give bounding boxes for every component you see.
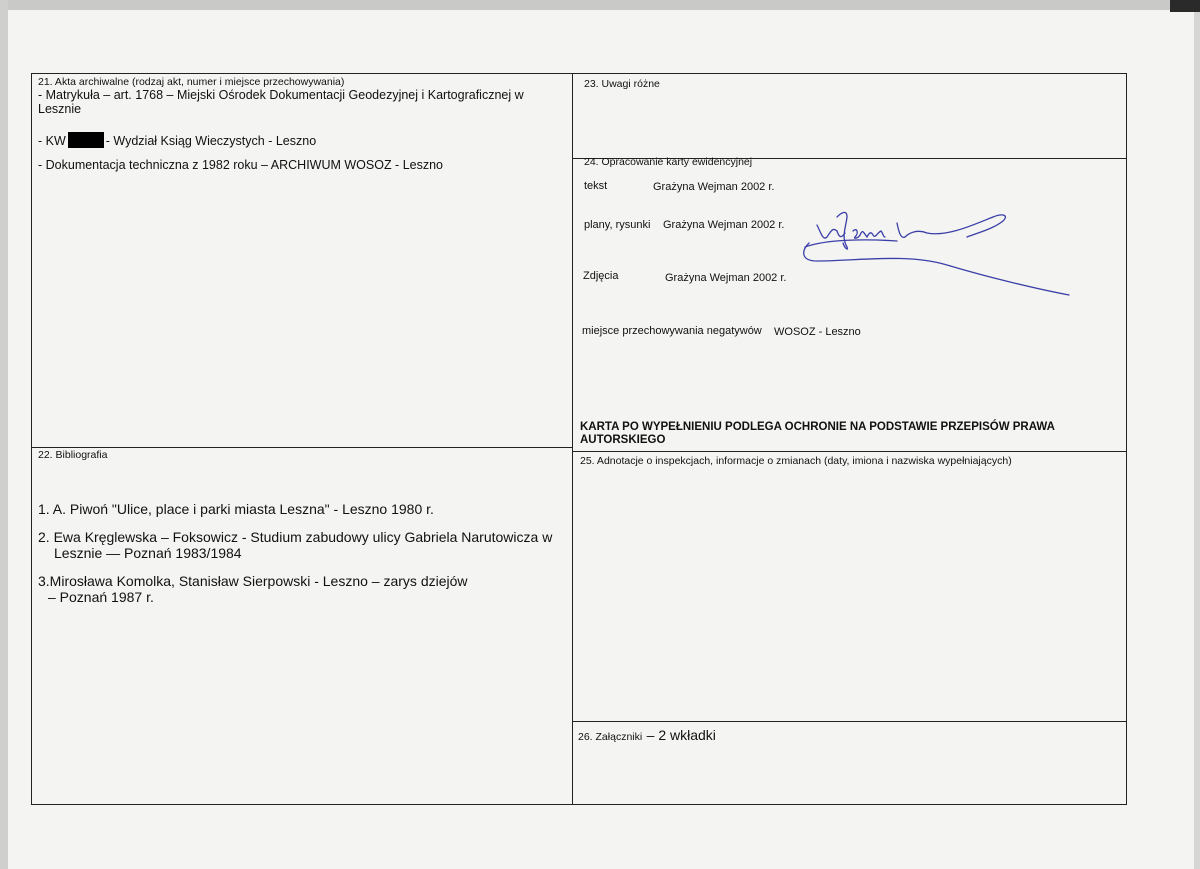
section-23-header: 23. Uwagi różne <box>584 78 660 90</box>
zdjecia-value: Grażyna Wejman 2002 r. <box>665 272 787 284</box>
bibliography-item-1: 1. A. Piwoń "Ulice, place i parki miasta Leszna" - Leszno 1980 r. <box>38 501 434 517</box>
kw-suffix: - Wydział Ksiąg Wieczystych - Leszno <box>105 134 317 148</box>
bibliography-item-2: 2. Ewa Kręglewska – Foksowicz - Studium zabudowy ulicy Gabriela Narutowicza w Lesznie — Poznań 1983/1984 <box>38 529 553 561</box>
redaction-block <box>68 132 104 148</box>
left-horizontal-divider <box>31 447 572 448</box>
section-21-line1: - Matrykuła – art. 1768 – Miejski Ośrodek Dokumentacji Geodezyjnej i Kartograficznej w Lesznie <box>38 88 524 116</box>
plany-label: plany, rysunki <box>584 219 651 231</box>
section-26-header: 26. Załączniki <box>578 731 643 743</box>
section-26 <box>578 727 716 745</box>
scan-top-edge <box>0 0 1200 10</box>
section-21-line3: - Dokumentacja techniczna z 1982 roku – ARCHIWUM WOSOZ - Leszno <box>38 158 444 172</box>
divider-25-26 <box>572 721 1127 722</box>
kw-prefix: - KW <box>38 134 66 148</box>
section-26-value: – 2 wkładki <box>646 727 716 743</box>
scan-corner <box>1170 0 1200 12</box>
section-21-header: 21. Akta archiwalne (rodzaj akt, numer i miejsce przechowywania) <box>38 76 345 88</box>
scan-left-edge <box>0 0 8 869</box>
scan-right-edge <box>1194 0 1200 869</box>
section-22 <box>38 449 568 605</box>
section-21-kw-line <box>38 132 568 148</box>
section-22-header: 22. Bibliografia <box>38 449 108 461</box>
negatywy-value: WOSOZ - Leszno <box>774 326 861 338</box>
section-21 <box>38 76 568 172</box>
vertical-divider <box>572 73 573 805</box>
plany-value: Grażyna Wejman 2002 r. <box>663 219 785 231</box>
tekst-label: tekst <box>584 180 608 192</box>
signature-icon <box>797 203 1077 303</box>
bibliography-item-3: 3.Mirosława Komolka, Stanisław Sierpowski - Leszno – zarys dziejów – Poznań 1987 r. <box>38 573 468 605</box>
negatywy-label: miejsce przechowywania negatywów <box>582 325 762 337</box>
zdjecia-label: Zdjęcia <box>583 270 619 282</box>
tekst-value: Grażyna Wejman 2002 r. <box>653 181 775 193</box>
section-25-header: 25. Adnotacje o inspekcjach, informacje o zmianach (daty, imiona i nazwiska wypełniających) <box>580 455 1012 467</box>
copyright-notice: KARTA PO WYPEŁNIENIU PODLEGA OCHRONIE NA PODSTAWIE PRZEPISÓW PRAWA AUTORSKIEGO <box>580 421 1055 446</box>
section-24-header: 24. Opracowanie karty ewidencyjnej <box>584 156 753 168</box>
divider-24-25 <box>572 451 1127 452</box>
